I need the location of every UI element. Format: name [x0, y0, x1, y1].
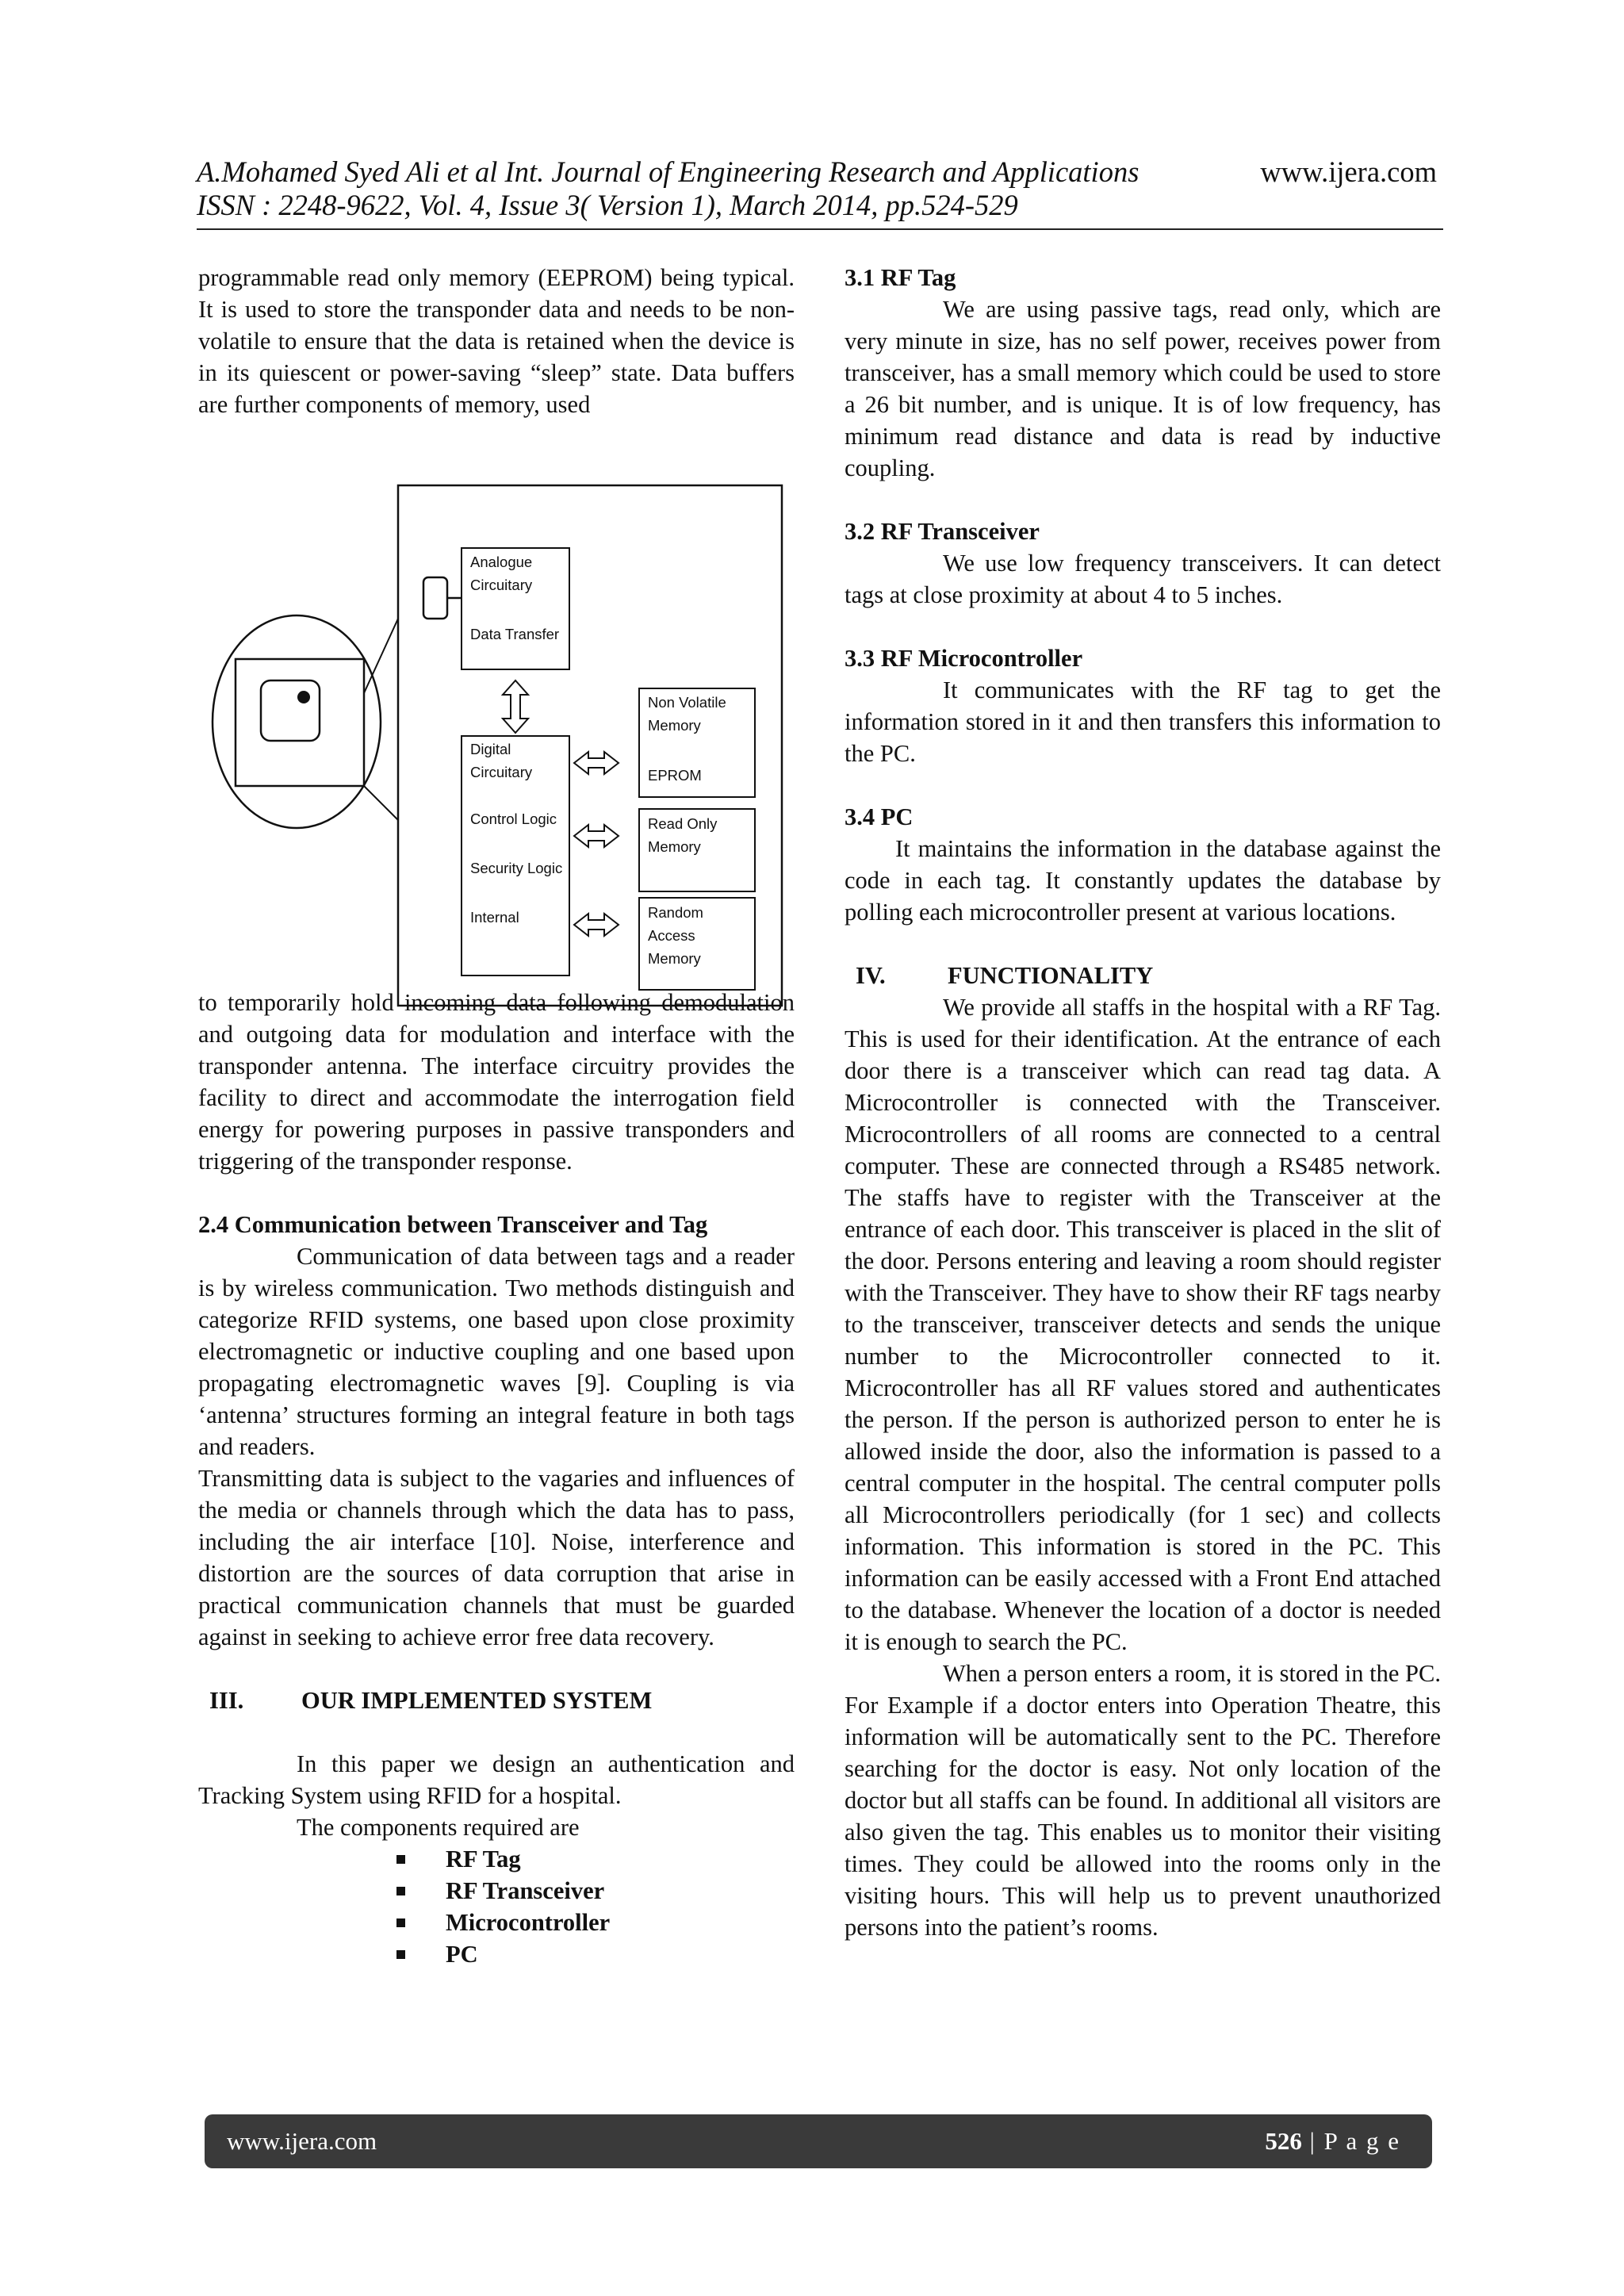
- data-transfer-label: Data Transfer: [470, 626, 560, 642]
- nonvolatile-label-1: Non Volatile: [648, 694, 726, 711]
- right-column: [845, 262, 1441, 1943]
- analogue-label-1: Analogue: [470, 554, 533, 570]
- rom-label-2: Memory: [648, 838, 701, 855]
- list-item: RF Transceiver: [393, 1875, 795, 1907]
- paragraph-buffers: to temporarily hold incoming data following demodulation and outgoing data for modulation and interface with the transponder antenna. The interface circuitry provides the facility to direct and accommodate the interrogation field energy for powering purposes in passive transponders and triggering of the transponder response.: [198, 989, 795, 1175]
- ram-label-2: Access: [648, 927, 695, 944]
- paragraph-communication: Communication of data between tags and a reader is by wireless communication. Two methods distinguish and categorize RFID systems, one based upon close proximity electromagnetic or inductive coupling and one based upon propagating electromagnetic waves [9]. Coupling is via ‘antenna’ structures forming an integral feature in both tags and readers.: [198, 1243, 795, 1460]
- footer-page-number: [1265, 2125, 1400, 2157]
- double-arrow-rom: [574, 825, 619, 847]
- ram-label-1: Random: [648, 904, 703, 921]
- footer-url[interactable]: www.ijera.com: [227, 2127, 377, 2155]
- rom-label-1: Read Only: [648, 815, 718, 832]
- vertical-double-arrow: [503, 680, 528, 733]
- ram-label-3: Memory: [648, 950, 701, 967]
- header-issn: ISSN : 2248-9622, Vol. 4, Issue 3( Version 1), March 2014, pp.524-529: [197, 189, 1018, 221]
- internal-label: Internal: [470, 909, 519, 926]
- diagram-frame: [398, 485, 782, 1006]
- control-logic-label: Control Logic: [470, 811, 557, 827]
- chip-dot: [297, 691, 310, 703]
- transponder-diagram: [208, 481, 788, 1008]
- security-logic-label: Security Logic: [470, 860, 563, 876]
- page-label: | P a g e: [1309, 2127, 1400, 2155]
- list-item: RF Tag: [393, 1843, 795, 1875]
- paragraph-pc: It maintains the information in the database against the code in each tag. It constantly updates the database by polling each microcontroller present at various locations.: [845, 835, 1441, 926]
- section-4-title: [845, 960, 1441, 991]
- section-3-1-title: 3.1 RF Tag: [845, 264, 956, 291]
- paragraph-design: In this paper we design an authentication and Tracking System using RFID for a hospital.: [198, 1750, 795, 1809]
- paragraph-components: The components required are: [297, 1814, 580, 1841]
- chip-icon: [261, 680, 320, 741]
- paragraph-rf-tag: We are using passive tags, read only, which are very minute in size, has no self power, receives power from transceiver, has a small memory which could be used to store a 26 bit number, and is unique. It is of low frequency, has minimum read distance and data is read by inductive coupling.: [845, 296, 1441, 481]
- double-arrow-eprom: [574, 752, 619, 774]
- page-number: 526: [1265, 2127, 1302, 2155]
- section-3-number: III.: [209, 1687, 244, 1714]
- header-citation: A.Mohamed Syed Ali et al Int. Journal of Engineering Research and Applications: [197, 155, 1139, 188]
- paragraph-eeprom: programmable read only memory (EEPROM) being typical. It is used to store the transponder data and needs to be non-volatile to ensure that the data is retained when the device is in its quiescent or power-saving “sleep” state. Data buffers are further components of memory, used: [198, 264, 795, 418]
- page-footer: [205, 2114, 1432, 2168]
- paragraph-rf-transceiver: We use low frequency transceivers. It can detect tags at close proximity at about 4 to 5 inches.: [845, 550, 1441, 608]
- header-url[interactable]: www.ijera.com: [1260, 155, 1437, 188]
- double-arrow-ram: [574, 914, 619, 936]
- antenna-connector: [423, 577, 447, 619]
- paragraph-functionality-1: We provide all staffs in the hospital with a RF Tag. This is used for their identification. At the entrance of each door there is a transceiver which can read tag data. A Microcontroller is connected with the Transceiver. Microcontrollers of all rooms are connected to a central computer. These are connected through a RS485 network. The staffs have to register with the Transceiver at the entrance of each door. This transceiver is placed in the slit of the door. Persons entering and leaving a room should register with the Transceiver. They have to show their RF tags nearby to the transceiver, transceiver detects and sends the unique number to the Microcontroller connected to it. Microcontroller has all RF values stored and authenticates the person. If the person is authorized person to enter he is allowed inside the door, also the information is passed to a central computer in the hospital. The central computer polls all Microcontrollers periodically (for 1 sec) and collects information. This information is stored in the PC. This information can be easily accessed with a Front End attached to the database. Whenever the location of a doctor is needed it is enough to search the PC.: [845, 994, 1441, 1655]
- tag-square: [236, 659, 364, 786]
- list-item: Microcontroller: [393, 1907, 795, 1938]
- analogue-label-2: Circuitary: [470, 577, 533, 593]
- section-3-4-title: 3.4 PC: [845, 803, 914, 830]
- paragraph-rf-microcontroller: It communicates with the RF tag to get the information stored in it and then transfers this information to the PC.: [845, 677, 1441, 767]
- paragraph-transmitting: Transmitting data is subject to the vagaries and influences of the media or channels through which the data has to pass, including the air interface [10]. Noise, interference and distortion are the sources of data corruption that arise in practical communication channels that must be guarded against in seeking to achieve error free data recovery.: [198, 1465, 795, 1650]
- section-3-heading: OUR IMPLEMENTED SYSTEM: [301, 1687, 653, 1714]
- tag-circle: [213, 615, 381, 828]
- running-header: [197, 155, 1443, 222]
- nonvolatile-label-2: Memory: [648, 717, 701, 734]
- components-list: [198, 1843, 795, 1970]
- section-4-number: IV.: [856, 962, 886, 989]
- section-3-title: [198, 1685, 795, 1716]
- digital-label-2: Circuitary: [470, 764, 533, 780]
- section-3-3-title: 3.3 RF Microcontroller: [845, 645, 1083, 672]
- digital-label-1: Digital: [470, 741, 511, 757]
- section-2-4-title: 2.4 Communication between Transceiver and Tag: [198, 1211, 708, 1238]
- eprom-label: EPROM: [648, 767, 702, 784]
- header-rule: [197, 228, 1443, 230]
- paragraph-functionality-2: When a person enters a room, it is stored in the PC. For Example if a doctor enters into Operation Theatre, this information will be automatically sent to the PC. Therefore searching for the doctor is easy. Not only location of the doctor but all staffs can be found. In additional all visitors are also given the tag. This enables us to monitor their visiting times. They could be allowed into the rooms only in the visiting hours. This will help us to prevent unauthorized persons into the patient’s rooms.: [845, 1660, 1441, 1941]
- section-3-2-title: 3.2 RF Transceiver: [845, 518, 1040, 545]
- section-4-heading: FUNCTIONALITY: [948, 962, 1154, 989]
- list-item: PC: [393, 1938, 795, 1970]
